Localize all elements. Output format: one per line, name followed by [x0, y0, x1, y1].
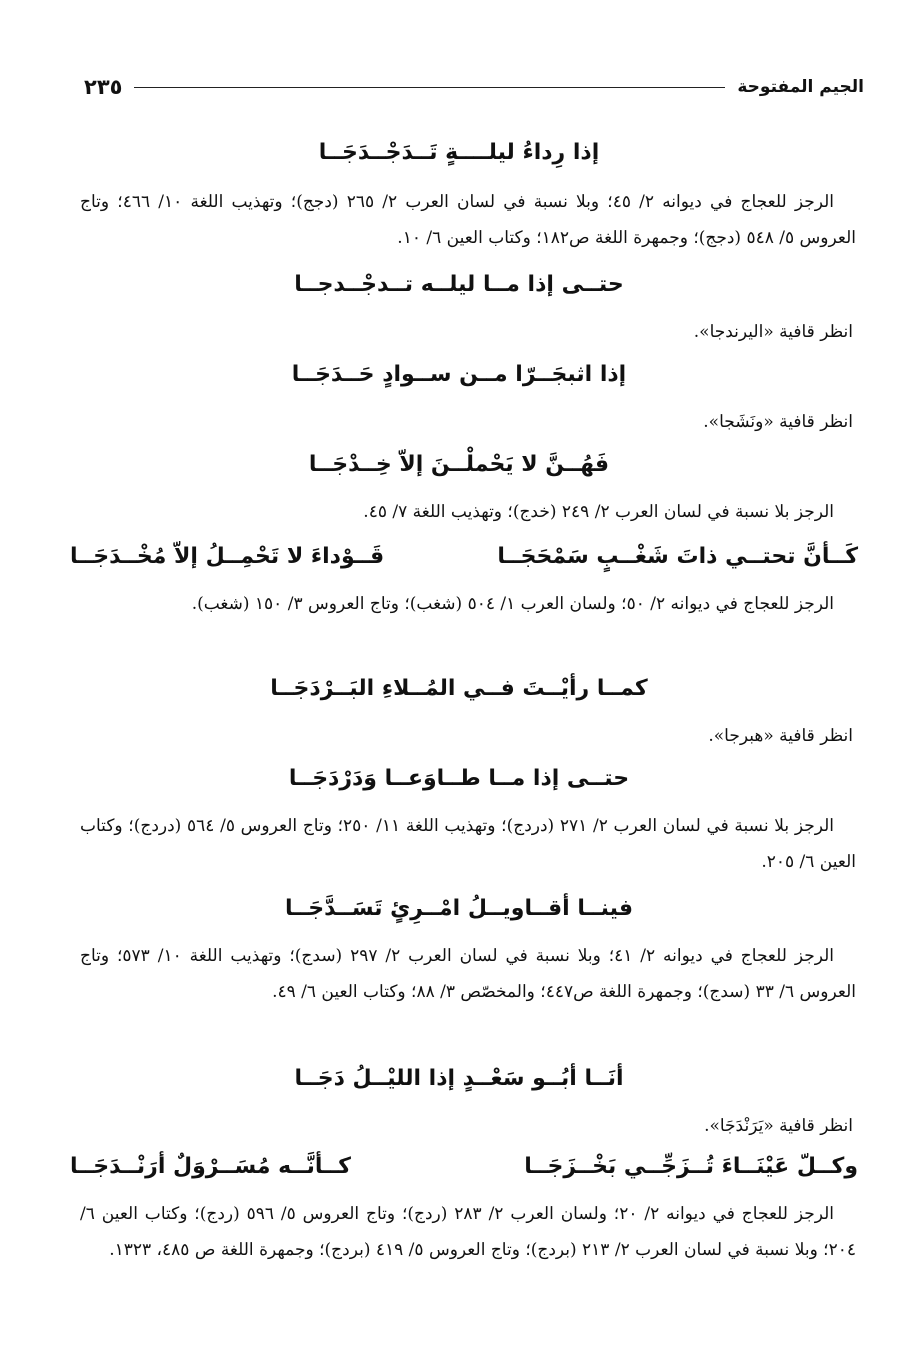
verse-2: حتــى إذا مــا ليلــه تــدجْــدجــا: [294, 272, 624, 297]
citation-1: الرجز للعجاج في ديوانه ٢/ ٤٥؛ وبلا نسبة في لسان العرب ٢/ ٢٦٥ (دجج)؛ وتهذيب اللغة ١٠/ ٤٦٦؛ وتاج العروس ٥/ ٥٤٨ (دجج)؛ وجمهرة اللغة ص١٨٢؛ وكتاب العين ٦/ ١٠.: [80, 192, 856, 248]
verse-7: حتــى إذا مــا طــاوَعــا وَدَرْدَجَــا: [288, 766, 630, 791]
citation-10: الرجز للعجاج في ديوانه ٢/ ٢٠؛ ولسان العرب ٢/ ٢٨٣ (ردج)؛ وتاج العروس ٥/ ٥٩٦ (ردج)؛ وكتاب العين ٦/ ٢٠٤؛ وبلا نسبة في لسان العرب ٢/ ٢١٣ (بردج)؛ وتاج العروس ٥/ ٤١٩ (بردج)؛ وجمهرة اللغة ص ٤٨٥، ١٣٢٣.: [80, 1204, 856, 1260]
verse-6: كمــا رأيْــتَ فــي المُــلاءِ البَــرْدَجَــا: [270, 676, 648, 701]
citation-2: انظر قافية «اليرندجا».: [693, 322, 853, 342]
verse-3: إذا اثبجَــرّا مــن ســوادٍ حَــدَجَــا: [291, 362, 627, 387]
verse-5: [70, 540, 858, 574]
verse-1: إذا رِداءُ ليلــــةٍ تَــدَجْــدَجَــا: [318, 140, 600, 165]
running-title: الجيم المفتوحة: [737, 77, 864, 97]
citation-5: الرجز للعجاج في ديوانه ٢/ ٥٠؛ ولسان العرب ١/ ٥٠٤ (شغب)؛ وتاج العروس ٣/ ١٥٠ (شغب).: [191, 594, 834, 614]
citation-3: انظر قافية «ونَشَجا».: [703, 412, 853, 432]
verse-10-first-hemistich: وكــلّ عَيْنَــاءَ تُــزَجِّــي بَخْــزَجَــا: [524, 1154, 858, 1179]
verse-5-second-hemistich: قَــوْداءَ لا تَحْمِــلُ إلاّ مُخْــدَجَــا: [70, 544, 385, 569]
citation-6: انظر قافية «هبرجا».: [708, 726, 853, 746]
header-rule: [134, 87, 725, 88]
citation-4: الرجز بلا نسبة في لسان العرب ٢/ ٢٤٩ (خدج)؛ وتهذيب اللغة ٧/ ٤٥.: [363, 502, 834, 522]
verse-5-first-hemistich: كَــأنَّ تحتــي ذاتَ شَغْــبٍ سَمْحَجَــا: [497, 544, 858, 569]
page-number: ٢٣٥: [84, 75, 123, 99]
page-header: [84, 70, 864, 104]
verse-10-second-hemistich: كــأنَّــه مُسَــرْوَلٌ أرَنْــدَجَــا: [70, 1154, 351, 1179]
citation-8: الرجز للعجاج في ديوانه ٢/ ٤١؛ وبلا نسبة في لسان العرب ٢/ ٢٩٧ (سدج)؛ وتهذيب اللغة ١٠/ ٥٧٣؛ وتاج العروس ٦/ ٣٣ (سدج)؛ وجمهرة اللغة ص٤٤٧؛ والمخصّص ٣/ ٨٨؛ وكتاب العين ٦/ ٤٩.: [80, 946, 856, 1002]
verse-4: فَهُــنَّ لا يَحْملْــنَ إلاّ خِــدْجَــا: [308, 452, 610, 477]
verse-8: فينــا أقــاويــلُ امْــرِئٍ تَسَــدَّجَــا: [284, 896, 634, 921]
citation-9: انظر قافية «يَرَنْدَجَا».: [704, 1116, 853, 1136]
citation-7: الرجز بلا نسبة في لسان العرب ٢/ ٢٧١ (دردج)؛ وتهذيب اللغة ١١/ ٢٥٠؛ وتاج العروس ٥/ ٥٦٤ (دردج)؛ وكتاب العين ٦/ ٢٠٥.: [80, 816, 856, 872]
verse-10: [70, 1150, 858, 1184]
verse-9: أنَــا أبُــو سَعْــدٍ إذا الليْــلُ دَجَــا: [294, 1066, 624, 1091]
